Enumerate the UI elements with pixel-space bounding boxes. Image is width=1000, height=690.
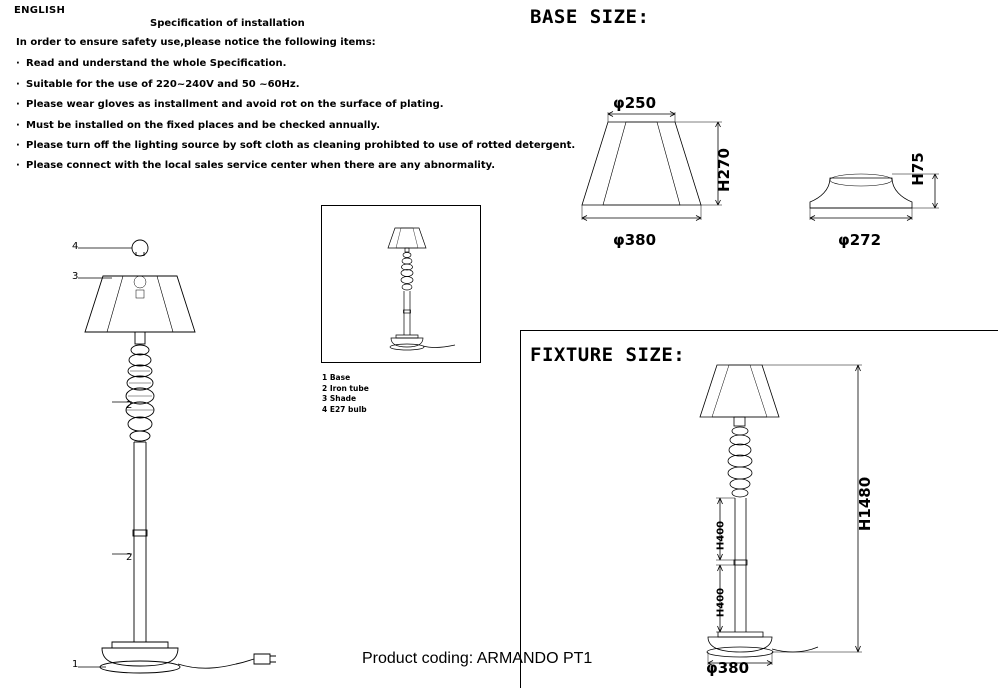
spec-list-item [16,79,300,90]
lamp-thumbnail-box [321,205,481,363]
parts-legend-item: 2 Iron tube [322,383,369,393]
dim-shade-bottom: φ380 [613,231,657,249]
spec-list-item [16,99,444,110]
bullet-icon: · [16,140,20,151]
spec-intro: In order to ensure safety use,please notice the following items: [16,37,376,48]
bullet-icon: · [16,120,20,131]
spec-item-text: Please turn off the lighting source by soft cloth as cleaning prohibted to use of rotted detergent. [26,140,576,151]
spec-list-item [16,140,575,151]
dim-segment-upper: H400 [715,520,727,551]
parts-legend-item: 3 Shade [322,394,357,403]
spec-item-text: Please connect with the local sales service center when there are any abnormality. [26,160,496,171]
spec-item-text: Please wear gloves as installment and avoid rot on the surface of plating. [26,99,444,110]
section-divider-vertical [520,330,521,688]
spec-list-item [16,58,286,69]
bullet-icon: · [16,99,20,110]
callout-number-2-upper: 2 [126,400,133,411]
spec-item-text: Suitable for the use of 220~240V and 50 ~60Hz. [26,79,300,90]
dim-shade-height: H270 [715,148,733,192]
dim-base-height: H75 [909,152,927,186]
dim-segment-lower: H400 [715,587,727,618]
dim-fixture-total-height: H1480 [856,476,874,532]
dim-base-diameter: φ272 [838,231,882,249]
bullet-icon: · [16,79,20,90]
parts-legend [322,373,369,415]
spec-title: Specification of installation [150,18,305,29]
callout-number-1: 1 [72,659,79,670]
fixture-size-heading: FIXTURE SIZE: [530,344,686,366]
floor-lamp-main-drawing [40,230,320,680]
spec-item-text: Must be installed on the fixed places and be checked annually. [26,120,381,131]
section-divider [520,330,998,331]
parts-legend-item: 1 Base [322,373,351,382]
base-size-heading: BASE SIZE: [530,6,650,28]
parts-legend-item: 4 E27 bulb [322,404,367,414]
bullet-icon: · [16,58,20,69]
spec-item-text: Read and understand the whole Specification. [26,58,287,69]
base-dimension-drawing [800,150,960,240]
spec-list-item [16,120,380,131]
callout-number-3: 3 [72,271,79,282]
bullet-icon: · [16,160,20,171]
callout-number-2-lower: 2 [126,552,133,563]
dim-shade-top: φ250 [613,94,657,112]
language-label: ENGLISH [14,5,66,16]
spec-list-item [16,160,495,171]
product-coding-label: Product coding: ARMANDO PT1 [362,650,593,667]
callout-number-4: 4 [72,241,79,252]
dim-fixture-base-diameter: φ380 [706,659,750,677]
